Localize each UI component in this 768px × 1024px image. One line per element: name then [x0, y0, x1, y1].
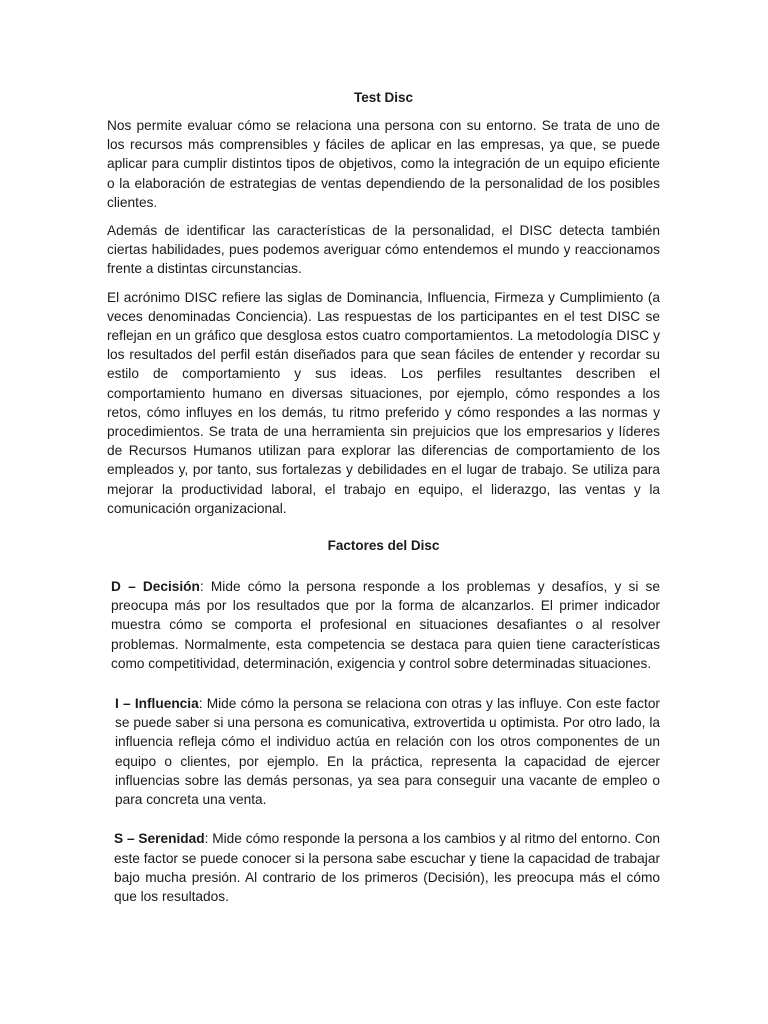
paragraph-intro: Nos permite evaluar cómo se relaciona una persona con su entorno. Se trata de uno de los recursos más comprensibles y fáciles de aplicar en las empresas, ya que, se puede aplicar para cumplir distintos tipos de objetivos, como la integración de un equipo eficiente o la elaboración de estrategias de ventas dependiendo de la personalidad de los posibles clientes. [107, 118, 660, 210]
factor-i-label: I – Influencia [115, 696, 199, 712]
section-subtitle: Factores del Disc [327, 538, 440, 554]
factor-d [107, 577, 660, 673]
factor-i-text: : Mide cómo la persona se relaciona con otras y las influye. Con este factor se puede saber si una persona es comunicativa, extrovertida u optimista. Por otro lado, la influencia refleja cómo el individuo actúa en relación con los otros componentes de un equipo o clientes, por ejemplo. En la práctica, representa la capacidad de ejercer influencias sobre las demás personas, ya sea para conseguir una vacante de empleo o para concreta una venta. [115, 696, 660, 808]
factor-s-label: S – Serenidad [114, 831, 205, 847]
paragraph-acronym: El acrónimo DISC refiere las siglas de Dominancia, Influencia, Firmeza y Cumplimiento (a veces denominadas Conciencia). Las respuestas de los participantes en el test DISC se reflejan en un gráfico que desglosa estos cuatro comportamientos. La metodología DISC y los resultados del perfil están diseñados para que sean fáciles de entender y recordar su estilo de comportamiento y sus ideas. Los perfiles resultantes describen el comportamiento humano en diversas situaciones, por ejemplo, cómo respondes a los retos, cómo influyes en los demás, tu ritmo preferido y cómo respondes a las normas y procedimientos. Se trata de una herramienta sin prejuicios que los empresarios y líderes de Recursos Humanos utilizan para explorar las diferencias de comportamiento de los empleados y, por tanto, sus fortalezas y debilidades en el lugar de trabajo. Se utiliza para mejorar la productividad laboral, el trabajo en equipo, el liderazgo, las ventas y la comunicación organizacional. [107, 289, 660, 516]
factor-i [107, 694, 660, 809]
factor-s [107, 829, 660, 906]
factor-d-text: : Mide cómo la persona responde a los problemas y desafíos, y si se preocupa más por los resultados que por la forma de alcanzarlos. El primer indicador muestra cómo se comporta el profesional en situaciones desafiantes o al resolver problemas. Normalmente, esta competencia se destaca para quien tiene características como competitividad, determinación, exigencia y control sobre determinadas situaciones. [111, 579, 660, 671]
factor-s-text: : Mide cómo responde la persona a los cambios y al ritmo del entorno. Con este factor se puede conocer si la persona sabe escuchar y tiene la capacidad de trabajar bajo mucha presión. Al contrario de los primeros (Decisión), les preocupa más el cómo que los resultados. [114, 831, 660, 904]
document-title: Test Disc [353, 90, 414, 105]
document-page [107, 88, 660, 906]
paragraph-skills: Además de identificar las características de la personalidad, el DISC detecta también ciertas habilidades, pues podemos averiguar cómo entendemos el mundo y reaccionamos frente a distintas circunstancias. [107, 223, 660, 277]
factor-d-label: D – Decisión [111, 579, 200, 595]
